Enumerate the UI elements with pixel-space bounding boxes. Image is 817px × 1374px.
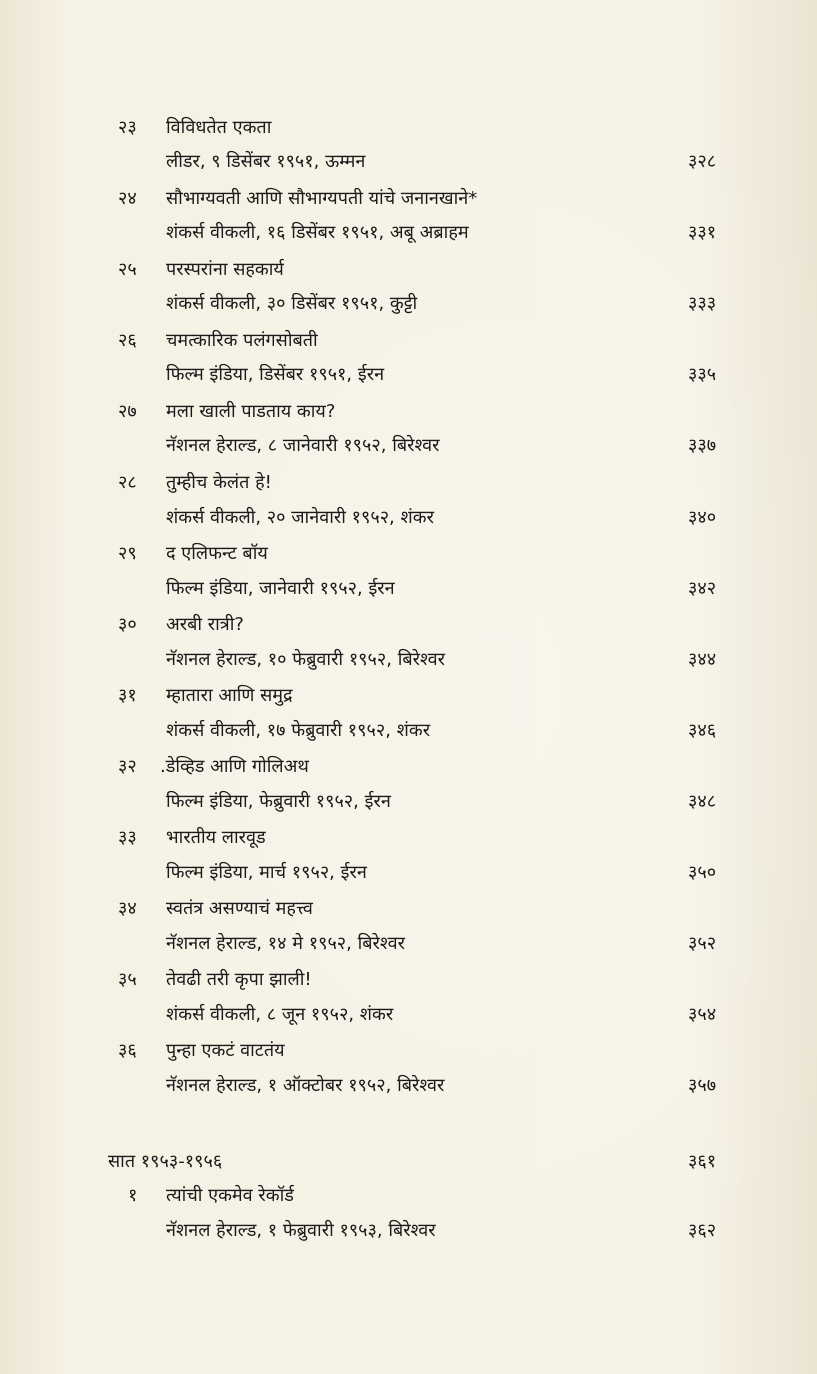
entry-source: नॅशनल हेराल्ड, ८ जानेवारी १९५२, बिरेश्वर (166, 435, 440, 456)
entry-number: २६ (118, 330, 137, 351)
entry-title: परस्परांना सहकार्य (166, 259, 284, 280)
entry-title: पुन्हा एकटं वाटतंय (166, 1040, 285, 1061)
entry-number: २३ (118, 117, 137, 138)
entry-title: द एलिफन्ट बॉय (166, 543, 268, 564)
entry-page: ३५२ (688, 933, 717, 954)
entry-title: स्वतंत्र असण्याचं महत्त्व (166, 898, 313, 919)
entry-number: २७ (118, 401, 137, 422)
entry-source: नॅशनल हेराल्ड, १ ऑक्टोबर १९५२, बिरेश्वर (166, 1075, 445, 1096)
entry-number: २५ (118, 259, 137, 280)
entry-number: ३६ (118, 1040, 137, 1061)
entry-page: ३४४ (688, 649, 717, 670)
entry-number: ३२ (118, 756, 137, 777)
entry-title: तेवढी तरी कृपा झाली! (166, 969, 312, 990)
entry-number: ३४ (118, 898, 137, 919)
entry-number: २४ (118, 188, 137, 209)
entry-title: चमत्कारिक पलंगसोबती (166, 330, 318, 351)
entry-source: शंकर्स वीकली, ३० डिसेंबर १९५१, कुट्टी (166, 293, 418, 314)
entry-number: ३३ (118, 827, 137, 848)
entry-source: शंकर्स वीकली, १६ डिसेंबर १९५१, अबू अब्राहम (166, 222, 469, 243)
entry-source: फिल्म इंडिया, डिसेंबर १९५१, ईरन (166, 364, 385, 385)
entry-title: अरबी रात्री? (166, 614, 244, 635)
entry-title: त्यांची एकमेव रेकॉर्ड (166, 1185, 294, 1206)
entry-page: ३३३ (688, 293, 717, 314)
entry-page: ३५७ (688, 1075, 717, 1096)
entry-page: ३३५ (688, 364, 717, 385)
entry-source: फिल्म इंडिया, मार्च १९५२, ईरन (166, 862, 367, 883)
entry-title: विविधतेत एकता (166, 117, 272, 138)
entry-number: २८ (118, 472, 137, 493)
entry-title: भारतीय लारवूड (166, 827, 266, 848)
part-label: सात १९५३-१९५६ (108, 1151, 223, 1172)
entry-title: सौभाग्यवती आणि सौभाग्यपती यांचे जनानखाने* (166, 188, 478, 209)
entry-page: ३५० (688, 862, 717, 883)
entry-page: ३५४ (688, 1004, 717, 1025)
entry-number: ३० (118, 614, 137, 635)
entry-source: नॅशनल हेराल्ड, १ फेब्रुवारी १९५३, बिरेश्वर (166, 1220, 436, 1241)
entry-number: १ (128, 1185, 138, 1206)
entry-page: ३६२ (688, 1220, 717, 1241)
entry-page: ३३१ (688, 222, 717, 243)
entry-source: फिल्म इंडिया, जानेवारी १९५२, ईरन (166, 578, 395, 599)
entry-source: शंकर्स वीकली, १७ फेब्रुवारी १९५२, शंकर (166, 720, 431, 741)
entry-title: तुम्हीच केलंत हे! (166, 472, 272, 493)
entry-page: ३४८ (688, 791, 717, 812)
entry-number: ३५ (118, 969, 137, 990)
entry-page: ३४० (688, 507, 717, 528)
entry-page: ३४६ (688, 720, 717, 741)
entry-source: नॅशनल हेराल्ड, १० फेब्रुवारी १९५२, बिरेश्वर (166, 649, 446, 670)
entry-number: ३१ (118, 685, 137, 706)
entry-title: म्हातारा आणि समुद्र (166, 685, 293, 706)
part-page: ३६१ (688, 1151, 717, 1172)
entry-title: .डेव्हिड आणि गोलिअथ (160, 756, 309, 777)
entry-title: मला खाली पाडताय काय? (166, 401, 336, 422)
entry-source: शंकर्स वीकली, २० जानेवारी १९५२, शंकर (166, 507, 434, 528)
entry-source: लीडर, ९ डिसेंबर १९५१, ऊम्मन (166, 151, 366, 172)
entry-source: फिल्म इंडिया, फेब्रुवारी १९५२, ईरन (166, 791, 391, 812)
entry-source: शंकर्स वीकली, ८ जून १९५२, शंकर (166, 1004, 394, 1025)
entry-page: ३४२ (688, 578, 717, 599)
entry-page: ३३७ (688, 435, 717, 456)
entry-source: नॅशनल हेराल्ड, १४ मे १९५२, बिरेश्वर (166, 933, 405, 954)
entry-page: ३२८ (688, 151, 717, 172)
entry-number: २९ (118, 543, 137, 564)
